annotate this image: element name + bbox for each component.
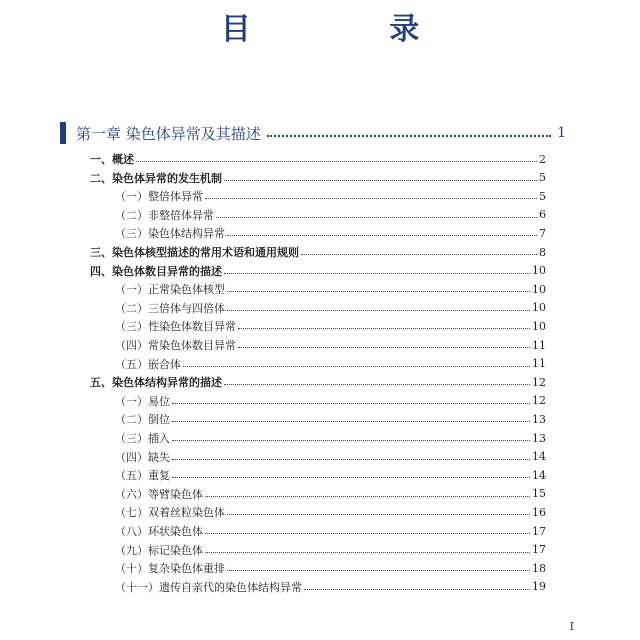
toc-entry-page-number: 5 <box>539 189 546 203</box>
toc-entry-page-number: 12 <box>532 394 546 408</box>
leader-dots <box>224 273 530 274</box>
toc-entry-page-number: 10 <box>532 301 546 315</box>
toc-subsection-entry[interactable] <box>115 317 546 335</box>
toc-entry-page-number: 17 <box>532 524 546 538</box>
leader-dots <box>238 328 530 329</box>
chapter-title: 第一章 染色体异常及其描述 <box>76 124 261 143</box>
toc-entry-page-number: 14 <box>532 468 546 482</box>
toc-subsection-entry[interactable] <box>115 448 546 466</box>
toc-entry-label: 二、染色体异常的发生机制 <box>90 171 222 185</box>
toc-entry-label: （三）性染色体数目异常 <box>115 320 236 334</box>
leader-dots <box>227 514 530 515</box>
leader-dots <box>172 459 530 460</box>
toc-entry-page-number: 16 <box>532 505 546 519</box>
toc-subsection-entry[interactable] <box>115 578 546 596</box>
toc-subsection-entry[interactable] <box>115 280 546 298</box>
toc-section-entry[interactable] <box>90 373 546 391</box>
toc-entry-label: 五、染色体结构异常的描述 <box>90 376 222 390</box>
toc-entry-page-number: 12 <box>532 375 546 389</box>
toc-entry-label: 四、染色体数目异常的描述 <box>90 264 222 278</box>
toc-entry-label: （二）三倍体与四倍体 <box>115 301 225 315</box>
toc-entry-label: （十一）遗传自亲代的染色体结构异常 <box>115 580 302 594</box>
toc-entry-page-number: 6 <box>539 208 546 222</box>
toc-subsection-entry[interactable] <box>115 224 546 242</box>
toc-subsection-entry[interactable] <box>115 503 546 521</box>
toc-entry-label: （三）染色体结构异常 <box>115 227 225 241</box>
toc-entry-page-number: 15 <box>532 487 546 501</box>
leader-dots <box>304 589 530 590</box>
toc-entry-label: （一）整倍体异常 <box>115 190 203 204</box>
leader-dots <box>205 198 537 199</box>
leader-dots <box>227 310 530 311</box>
leader-dots <box>224 180 537 181</box>
toc-entry-label: （十）复杂染色体重排 <box>115 562 225 576</box>
leader-dots <box>172 477 530 478</box>
toc-subsection-entry[interactable] <box>115 541 546 559</box>
leader-dots <box>172 440 530 441</box>
toc-entry-page-number: 13 <box>532 412 546 426</box>
toc-subsection-entry[interactable] <box>115 392 546 410</box>
leader-dots <box>227 291 530 292</box>
toc-subsection-entry[interactable] <box>115 429 546 447</box>
toc-section-entry[interactable] <box>90 262 546 280</box>
toc-entry-label: 一、概述 <box>90 153 134 166</box>
toc-subsection-entry[interactable] <box>115 187 546 205</box>
leader-dots <box>216 217 537 218</box>
leader-dots <box>227 570 530 571</box>
toc-subsection-entry[interactable] <box>115 559 546 577</box>
leader-dots <box>205 552 530 553</box>
toc-entry-label: （一）正常染色体核型 <box>115 283 225 297</box>
toc-entry-page-number: 11 <box>532 338 546 352</box>
leader-dots <box>172 403 530 404</box>
toc-entry-label: （四）缺失 <box>115 450 170 464</box>
toc-entry-label: （五）重复 <box>115 469 170 483</box>
toc-entry-page-number: 11 <box>532 357 546 371</box>
toc-entry-label: （二）倒位 <box>115 413 170 427</box>
leader-dots <box>205 496 530 497</box>
toc-entry-label: （七）双着丝粒染色体 <box>115 506 225 520</box>
toc-subsection-entry[interactable] <box>115 522 546 540</box>
toc-section-entry[interactable] <box>90 169 546 187</box>
page-title: 目 录 <box>220 12 484 47</box>
leader-dots <box>238 347 530 348</box>
toc-section-entry[interactable] <box>90 150 546 168</box>
toc-subsection-entry[interactable] <box>115 410 546 428</box>
toc-section-entry[interactable] <box>90 243 546 261</box>
toc-entry-label: 三、染色体核型描述的常用术语和通用规则 <box>90 246 299 259</box>
leader-dots <box>172 421 530 422</box>
toc-entry-label: （一）易位 <box>115 394 170 408</box>
toc-entry-page-number: 10 <box>532 319 546 333</box>
toc-entry-label: （三）插入 <box>115 432 170 445</box>
leader-dots <box>136 161 537 162</box>
toc-entry-label: （五）嵌合体 <box>115 357 181 371</box>
toc-entry-page-number: 10 <box>532 264 546 278</box>
leader-dots <box>301 254 537 255</box>
leader-dots <box>183 366 530 367</box>
toc-entry-label: （二）非整倍体异常 <box>115 208 214 222</box>
toc-entry-page-number: 5 <box>539 171 546 185</box>
toc-subsection-entry[interactable] <box>115 336 546 354</box>
toc-entry-page-number: 14 <box>532 450 546 464</box>
toc-subsection-entry[interactable] <box>115 299 546 317</box>
toc-subsection-entry[interactable] <box>115 355 546 373</box>
toc-entry-page-number: 7 <box>539 226 546 240</box>
toc-entry-label: （八）环状染色体 <box>115 525 203 538</box>
toc-entry-page-number: 17 <box>532 543 546 557</box>
toc-entry-page-number: 8 <box>539 245 546 259</box>
toc-entry-label: （四）常染色体数目异常 <box>115 339 236 352</box>
toc-entry-page-number: 10 <box>532 282 546 296</box>
leader-dots <box>205 533 530 534</box>
toc-subsection-entry[interactable] <box>115 485 546 503</box>
toc-subsection-entry[interactable] <box>115 466 546 484</box>
toc-entry-page-number: 18 <box>532 561 546 575</box>
toc-entry-page-number: 13 <box>532 431 546 445</box>
toc-subsection-entry[interactable] <box>115 206 546 224</box>
leader-dots <box>224 384 530 385</box>
toc-entry-label: （六）等臂染色体 <box>115 487 203 501</box>
chapter-page-number: 1 <box>557 125 566 141</box>
leader-dots <box>227 235 537 236</box>
toc-entry-label: （九）标记染色体 <box>115 543 203 557</box>
toc-entry-page-number: 2 <box>539 152 546 166</box>
footer-page-number: I <box>569 620 574 633</box>
toc-entry-page-number: 19 <box>532 580 546 594</box>
